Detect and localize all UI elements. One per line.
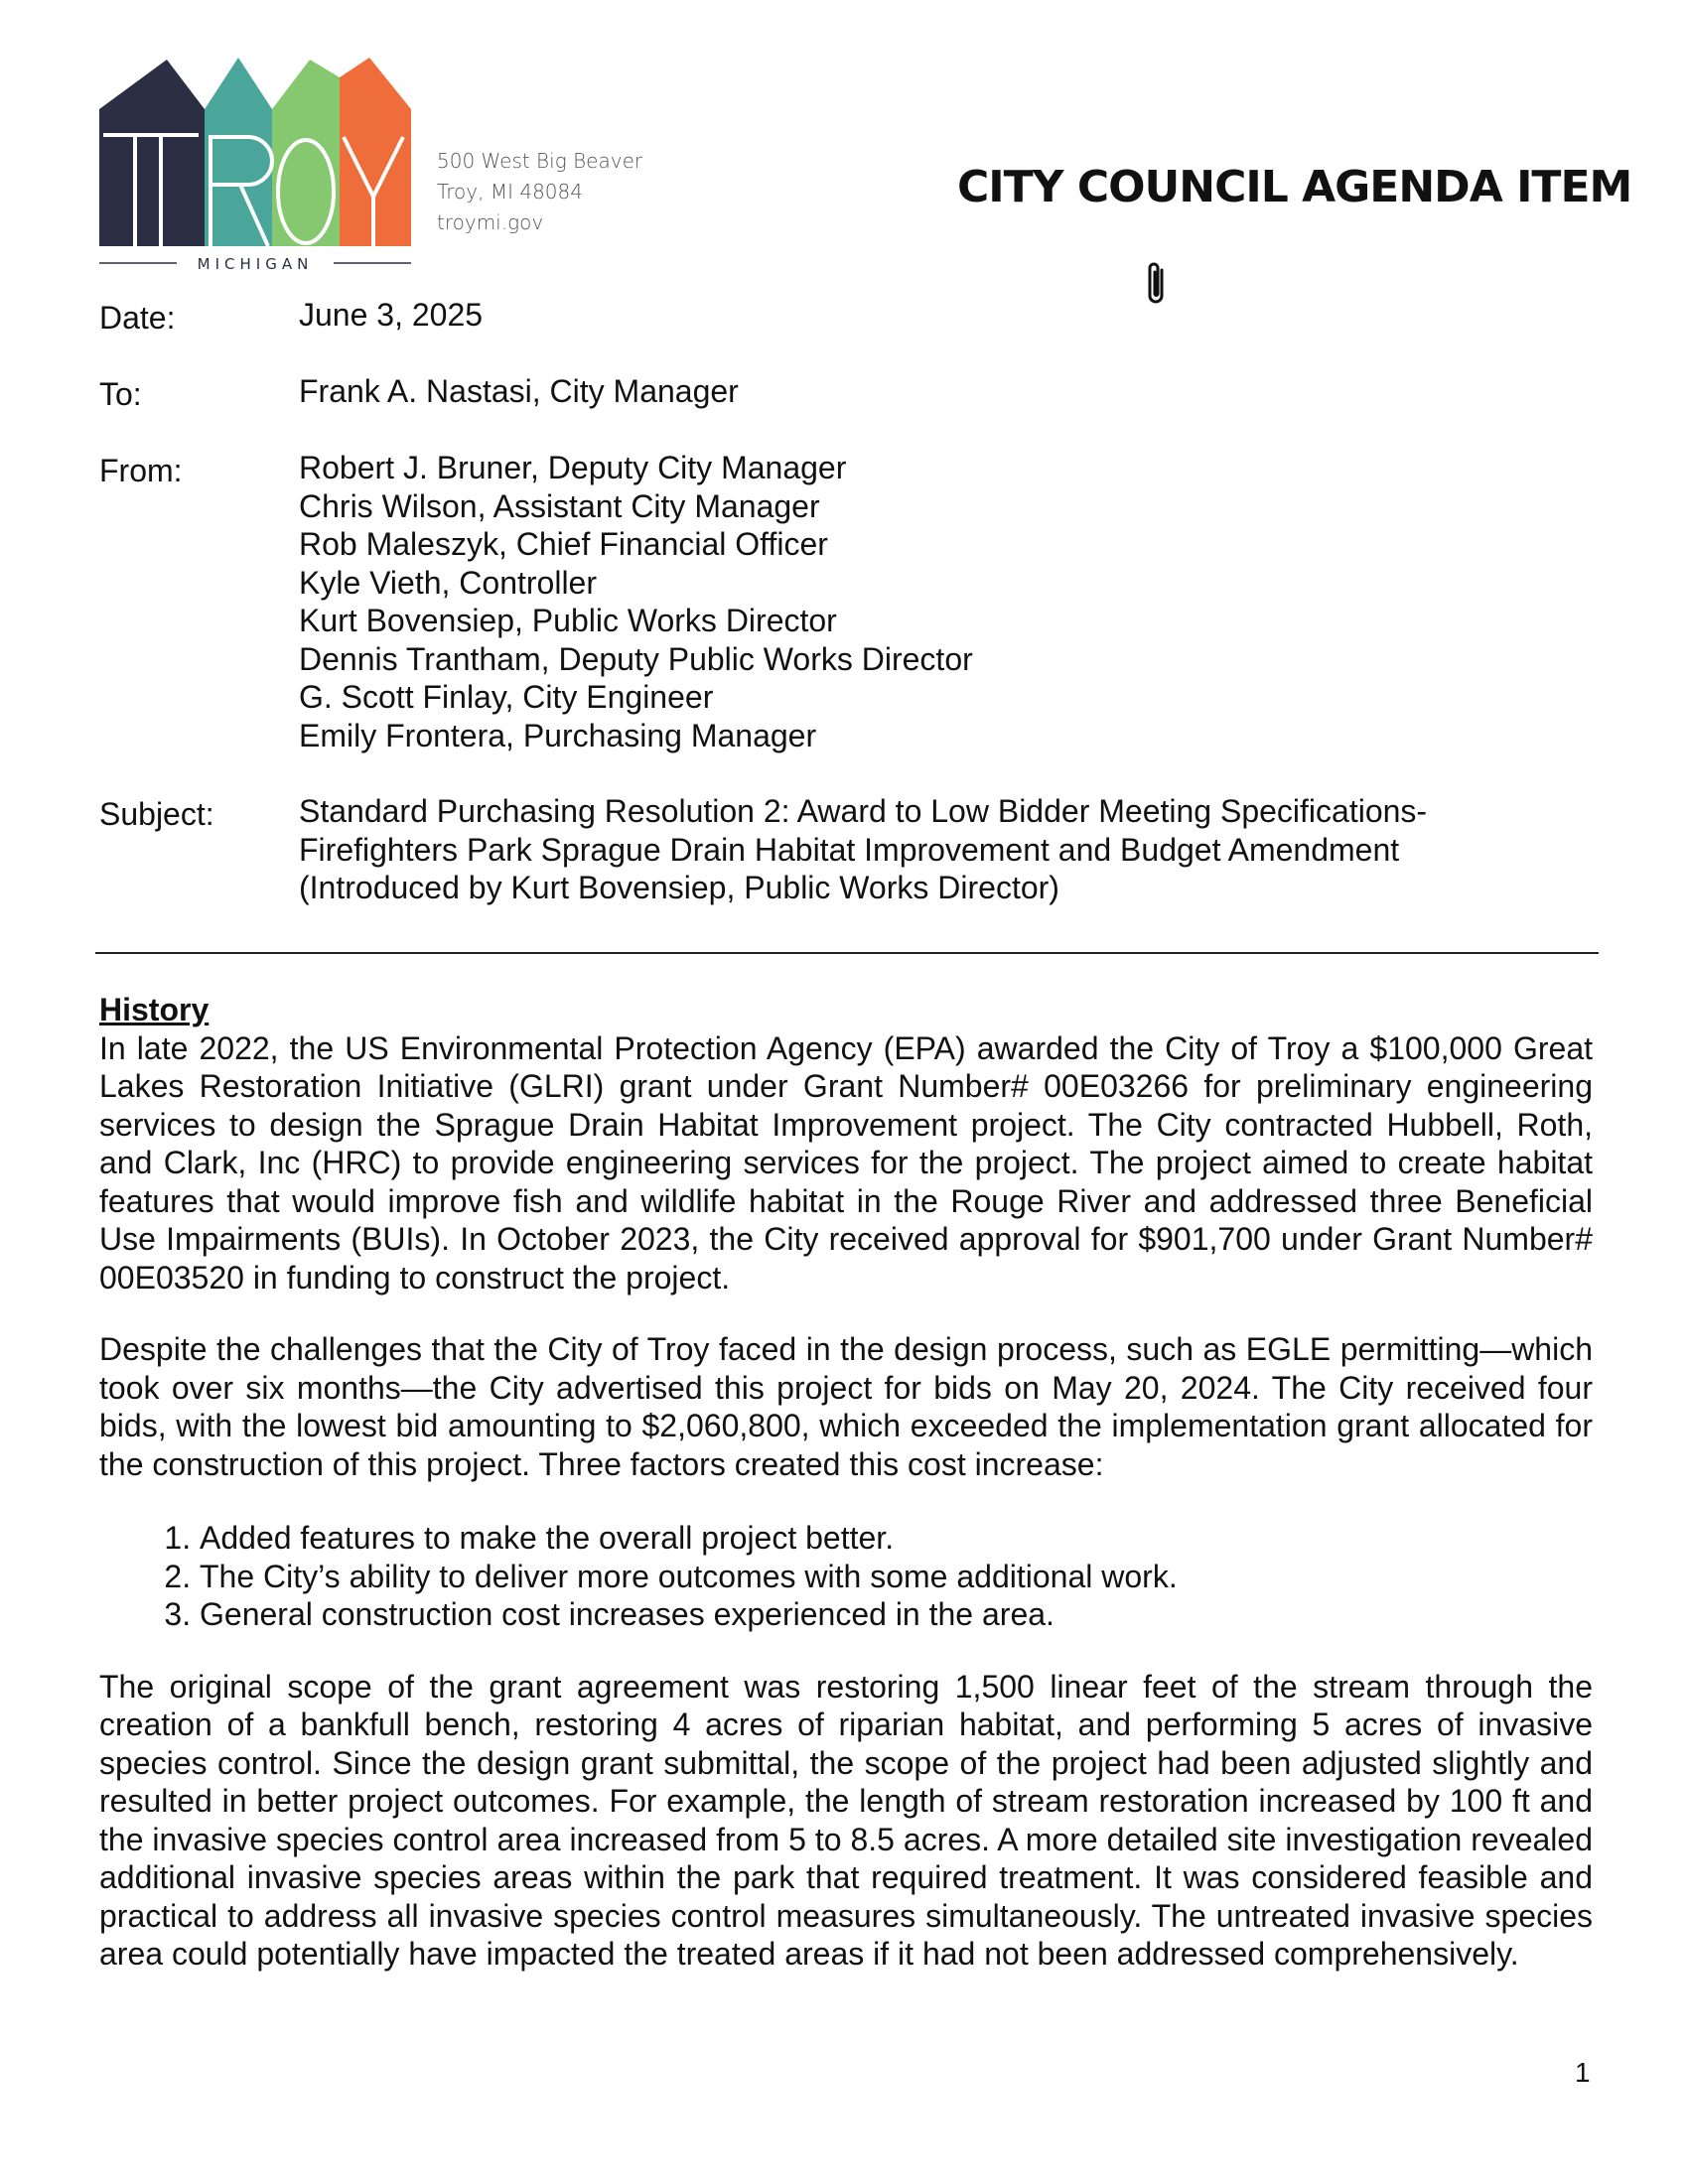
troy-michigan-logo bbox=[99, 58, 411, 272]
cost-factors-list bbox=[99, 1519, 1593, 1634]
date-label: Date: bbox=[99, 300, 176, 336]
history-paragraph-2: Despite the challenges that the City of Troy faced in the design process, such as EGLE permitting—which took over six months—the City advertised this project for bids on May 20, 2024. The City received four bids, with the lowest bid amounting to $2,060,800, which exceeded the implementation grant allocated for the construction of this project. Three factors created this cost increase: bbox=[99, 1331, 1593, 1482]
agenda-title: CITY COUNCIL AGENDA ITEM bbox=[957, 162, 1632, 212]
subject-text bbox=[299, 792, 1427, 907]
from-person: Dennis Trantham, Deputy Public Works Director bbox=[299, 640, 973, 677]
address-street: 500 West Big Beaver bbox=[437, 149, 643, 173]
history-paragraph-1: In late 2022, the US Environmental Protection Agency (EPA) awarded the City of Troy a $100,000 Great Lakes Restoration Initiative (GLRI) grant under Grant Number# 00E03266 for preliminary engineering services to design the Sprague Drain Habitat Improvement project. The City contracted Hubbell, Roth, and Clark, Inc (HRC) to provide engineering services for the project. The project aimed to create habitat features that would improve fish and wildlife habitat in the Rouge River and addressed three Beneficial Use Impairments (BUIs). In October 2023, the City received approval for $901,700 under Grant Number# 00E03520 in funding to construct the project. bbox=[99, 1029, 1593, 1296]
from-person: Robert J. Bruner, Deputy City Manager bbox=[299, 450, 847, 485]
city-address-block bbox=[437, 146, 642, 238]
date-value: June 3, 2025 bbox=[299, 297, 484, 333]
history-paragraph-3: The original scope of the grant agreement was restoring 1,500 linear feet of the stream through the creation of a bankfull bench, restoring 4 acres of riparian habitat, and performing 5 acres of invasive species control. Since the design grant submittal, the scope of the project had been adjusted slightly and resulted in better project outcomes. For example, the length of stream restoration increased by 100 ft and the invasive species control area increased from 5 to 8.5 acres. A more detailed site investigation revealed additional invasive species areas within the park that required treatment. It was considered feasible and practical to address all invasive species control measures simultaneously. The untreated invasive species area could potentially have impacted the treated areas if it had not been addressed comprehensively. bbox=[99, 1668, 1593, 1972]
to-label: To: bbox=[99, 376, 142, 412]
subject-line: Standard Purchasing Resolution 2: Award to Low Bidder Meeting Specifications- bbox=[299, 793, 1428, 829]
troy-logo-graphic bbox=[99, 58, 411, 272]
from-person: Kurt Bovensiep, Public Works Director bbox=[299, 603, 837, 638]
from-list bbox=[299, 449, 973, 754]
from-person: Kyle Vieth, Controller bbox=[299, 564, 597, 601]
from-person: Chris Wilson, Assistant City Manager bbox=[299, 487, 820, 524]
list-item: 3. General construction cost increases experienced in the area. bbox=[200, 1595, 1593, 1634]
list-item: 2. The City’s ability to deliver more outcomes with some additional work. bbox=[200, 1558, 1593, 1596]
from-person: Rob Maleszyk, Chief Financial Officer bbox=[299, 526, 828, 562]
list-item: 1. Added features to make the overall project better. bbox=[200, 1519, 1593, 1558]
to-value: Frank A. Nastasi, City Manager bbox=[299, 373, 739, 409]
header-divider bbox=[95, 952, 1599, 954]
history-heading: History bbox=[99, 992, 210, 1027]
address-city: Troy, MI 48084 bbox=[437, 180, 583, 204]
history-section bbox=[99, 991, 1593, 1974]
logo-subtitle: MICHIGAN bbox=[197, 255, 314, 272]
from-person: Emily Frontera, Purchasing Manager bbox=[299, 717, 817, 753]
subject-line: (Introduced by Kurt Bovensiep, Public Works Director) bbox=[299, 870, 1059, 905]
address-web: troymi.gov bbox=[437, 210, 544, 234]
subject-label: Subject: bbox=[99, 796, 214, 832]
from-label: From: bbox=[99, 453, 183, 488]
from-person: G. Scott Finlay, City Engineer bbox=[299, 679, 714, 715]
subject-line: Firefighters Park Sprague Drain Habitat Improvement and Budget Amendment bbox=[299, 831, 1400, 868]
page-number: 1 bbox=[1575, 2057, 1591, 2088]
paperclip-icon[interactable] bbox=[1144, 260, 1170, 308]
